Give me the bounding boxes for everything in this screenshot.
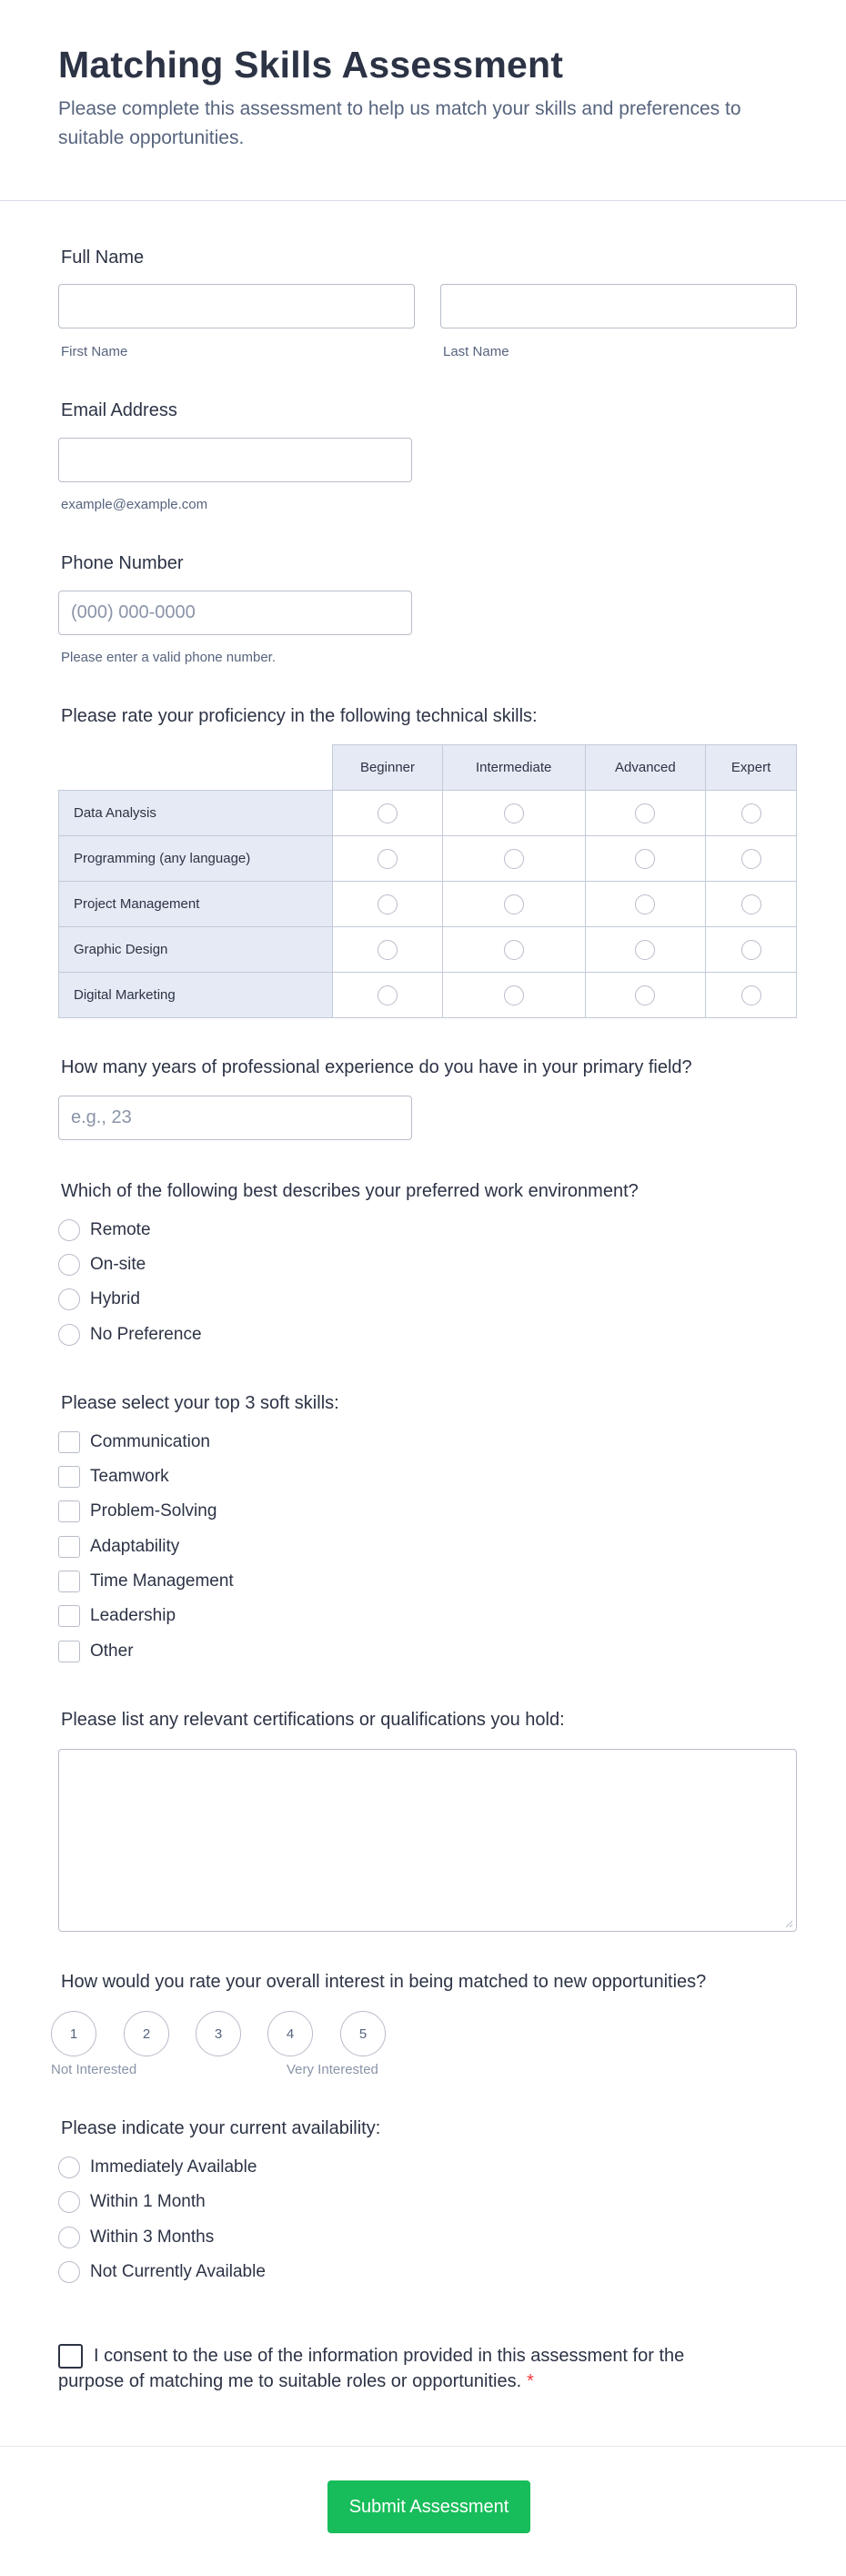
matrix-corner [59, 745, 333, 791]
matrix-cell [706, 882, 797, 927]
scale-option-1[interactable]: 1 [51, 2011, 96, 2056]
checkbox[interactable] [58, 1466, 80, 1488]
availability-label: Please indicate your current availability: [61, 2118, 381, 2138]
matrix-col-header: Intermediate [442, 745, 585, 791]
matrix-row-label: Programming (any language) [59, 836, 333, 882]
matrix-cell [333, 836, 443, 882]
availability-option[interactable] [58, 2226, 214, 2249]
consent-label [58, 2343, 722, 2394]
phone-sublabel: Please enter a valid phone number. [61, 650, 276, 665]
radio-button[interactable] [58, 2261, 80, 2283]
consent-text: I consent to the use of the information provided in this assessment for the purpose of matching me to suitable roles or opportunities. [58, 2346, 685, 2391]
option-label: On-site [90, 1255, 146, 1274]
matrix-radio[interactable] [504, 803, 524, 823]
experience-input[interactable] [58, 1096, 412, 1140]
page-subtitle: Please complete this assessment to help us match your skills and preferences to suitable opportunities. [58, 98, 741, 148]
required-asterisk: * [527, 2371, 534, 2391]
matrix-cell [585, 791, 706, 836]
last-name-input[interactable] [440, 284, 797, 328]
work-env-option[interactable] [58, 1323, 202, 1347]
matrix-cell [333, 927, 443, 973]
soft-skill-option[interactable] [58, 1430, 210, 1454]
option-label: Adaptability [90, 1537, 180, 1556]
matrix-radio[interactable] [741, 985, 761, 1005]
radio-button[interactable] [58, 1288, 80, 1310]
radio-button[interactable] [58, 2191, 80, 2213]
matrix-cell [333, 882, 443, 927]
matrix-cell [706, 927, 797, 973]
matrix-radio[interactable] [635, 940, 655, 960]
first-name-sublabel: First Name [61, 344, 128, 359]
matrix-row-label: Digital Marketing [59, 973, 333, 1018]
matrix-radio[interactable] [378, 803, 398, 823]
matrix-col-header: Beginner [333, 745, 443, 791]
soft-skill-option[interactable] [58, 1500, 217, 1523]
matrix-cell [585, 882, 706, 927]
option-label: Hybrid [90, 1289, 140, 1308]
availability-option[interactable] [58, 2260, 266, 2284]
matrix-cell [706, 836, 797, 882]
work-env-option[interactable] [58, 1288, 140, 1311]
last-name-sublabel: Last Name [443, 344, 509, 359]
option-label: Communication [90, 1432, 210, 1451]
matrix-radio[interactable] [741, 849, 761, 869]
consent-checkbox[interactable] [58, 2344, 83, 2369]
matrix-radio[interactable] [635, 803, 655, 823]
matrix-col-header: Expert [706, 745, 797, 791]
checkbox[interactable] [58, 1500, 80, 1522]
email-input[interactable] [58, 438, 412, 482]
experience-label: How many years of professional experience do you have in your primary field? [61, 1057, 692, 1077]
matrix-row [59, 882, 797, 927]
matrix-radio[interactable] [741, 803, 761, 823]
certifications-textarea[interactable] [58, 1749, 797, 1932]
matrix-row [59, 973, 797, 1018]
matrix-cell [333, 791, 443, 836]
matrix-cell [442, 791, 585, 836]
checkbox[interactable] [58, 1536, 80, 1558]
full-name-label: Full Name [61, 247, 145, 268]
phone-input[interactable] [58, 591, 412, 635]
matrix-radio[interactable] [504, 894, 524, 914]
matrix-cell [706, 791, 797, 836]
radio-button[interactable] [58, 2157, 80, 2178]
option-label: Other [90, 1642, 134, 1661]
option-label: Not Currently Available [90, 2262, 266, 2281]
matrix-col-header: Advanced [585, 745, 706, 791]
soft-skills-label: Please select your top 3 soft skills: [61, 1393, 339, 1413]
radio-button[interactable] [58, 1219, 80, 1241]
scale-option-3[interactable]: 3 [196, 2011, 241, 2056]
soft-skill-option[interactable] [58, 1465, 169, 1489]
matrix-radio[interactable] [504, 940, 524, 960]
checkbox[interactable] [58, 1605, 80, 1627]
matrix-cell [706, 973, 797, 1018]
email-sublabel: example@example.com [61, 497, 208, 512]
radio-button[interactable] [58, 1254, 80, 1276]
matrix-radio[interactable] [504, 985, 524, 1005]
soft-skill-option[interactable] [58, 1570, 234, 1593]
availability-option[interactable] [58, 2190, 206, 2214]
form-header [0, 0, 846, 201]
submit-button[interactable]: Submit Assessment [327, 2480, 530, 2533]
option-label: Problem-Solving [90, 1501, 217, 1520]
option-label: Remote [90, 1220, 151, 1239]
resize-handle-icon[interactable] [784, 1919, 793, 1928]
matrix-radio[interactable] [378, 985, 398, 1005]
matrix-radio[interactable] [635, 985, 655, 1005]
matrix-radio[interactable] [741, 894, 761, 914]
matrix-radio[interactable] [635, 894, 655, 914]
phone-label: Phone Number [61, 553, 184, 573]
matrix-cell [585, 927, 706, 973]
matrix-cell [442, 927, 585, 973]
matrix-row-label: Graphic Design [59, 927, 333, 973]
matrix-cell [585, 836, 706, 882]
option-label: Immediately Available [90, 2157, 257, 2177]
option-label: Leadership [90, 1606, 176, 1625]
option-label: No Preference [90, 1325, 202, 1344]
availability-option[interactable] [58, 2156, 257, 2179]
matrix-row [59, 791, 797, 836]
matrix-cell [333, 973, 443, 1018]
work-env-option[interactable] [58, 1253, 146, 1277]
matrix-radio[interactable] [378, 849, 398, 869]
certifications-label: Please list any relevant certifications or qualifications you hold: [61, 1710, 565, 1730]
work-env-option[interactable] [58, 1218, 151, 1242]
matrix-row [59, 927, 797, 973]
scale-option-2[interactable]: 2 [124, 2011, 169, 2056]
page-title: Matching Skills Assessment [58, 44, 564, 86]
option-label: Within 1 Month [90, 2192, 206, 2211]
radio-button[interactable] [58, 2227, 80, 2248]
scale-option-4[interactable]: 4 [267, 2011, 313, 2056]
matrix-radio[interactable] [635, 849, 655, 869]
option-label: Time Management [90, 1571, 234, 1591]
checkbox[interactable] [58, 1431, 80, 1453]
soft-skill-option[interactable] [58, 1640, 134, 1663]
matrix-radio[interactable] [378, 894, 398, 914]
matrix-radio[interactable] [378, 940, 398, 960]
matrix-row-label: Project Management [59, 882, 333, 927]
matrix-cell [442, 882, 585, 927]
matrix-cell [442, 973, 585, 1018]
interest-label: How would you rate your overall interest in being matched to new opportunities? [61, 1972, 707, 1992]
scale-option-5[interactable]: 5 [340, 2011, 386, 2056]
matrix-radio[interactable] [504, 849, 524, 869]
option-label: Teamwork [90, 1467, 169, 1486]
skills-matrix [58, 744, 797, 1018]
checkbox[interactable] [58, 1571, 80, 1592]
checkbox[interactable] [58, 1641, 80, 1662]
soft-skill-option[interactable] [58, 1604, 176, 1628]
email-label: Email Address [61, 400, 177, 420]
radio-button[interactable] [58, 1324, 80, 1346]
first-name-input[interactable] [58, 284, 415, 328]
scale-max-label: Very Interested [287, 2062, 378, 2077]
work-env-label: Which of the following best describes your preferred work environment? [61, 1181, 639, 1201]
footer-divider [0, 2446, 846, 2447]
skills-matrix-label: Please rate your proficiency in the following technical skills: [61, 706, 538, 726]
matrix-cell [585, 973, 706, 1018]
matrix-row [59, 836, 797, 882]
matrix-row-label: Data Analysis [59, 791, 333, 836]
matrix-radio[interactable] [741, 940, 761, 960]
soft-skill-option[interactable] [58, 1535, 179, 1559]
scale-min-label: Not Interested [51, 2062, 137, 2077]
matrix-cell [442, 836, 585, 882]
option-label: Within 3 Months [90, 2227, 215, 2247]
